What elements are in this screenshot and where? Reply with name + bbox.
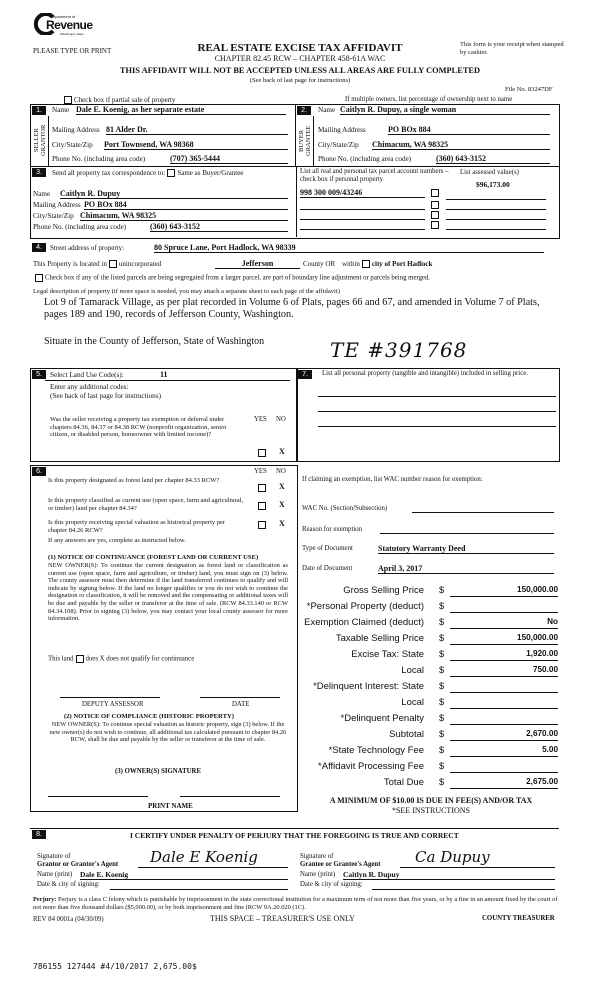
section-7-num: 7. <box>298 370 312 379</box>
exemption-question: Was the seller receiving a property tax exemption or deferral under chapters 84.36, 84.37 or 84.38 RCW (nonprofit organization, senior citizen, or disabled person, homeowner with limited income)? <box>50 416 227 439</box>
corr-phone-label: Phone No. (including area code) <box>33 223 127 231</box>
additional-codes-label: Enter any additional codes: <box>50 383 129 391</box>
parcel-checkbox-1[interactable] <box>431 189 439 197</box>
treasurer-space: THIS SPACE – TREASURER'S USE ONLY <box>210 914 355 923</box>
financial-row: Taxable Selling Price $ 150,000.00 <box>335 633 558 644</box>
corr-mail-label: Mailing Address <box>33 201 81 209</box>
situate: Situate in the County of Jefferson, State of Washington <box>44 336 265 347</box>
see-back: (See back of last page for instructions) <box>249 77 351 84</box>
wac-label: WAC No. (Section/Subsection) <box>302 505 388 512</box>
treasurer-stamp: 786155 127444 #4/10/2017 2,675.00$ <box>33 962 197 971</box>
taxable-selling-price[interactable]: 150,000.00 <box>450 633 558 645</box>
s5-yes: YES <box>254 416 267 423</box>
section-8-num: 8. <box>32 830 46 839</box>
affidavit-processing-fee[interactable] <box>450 761 558 773</box>
financial-row: *State Technology Fee $ 5.00 <box>328 745 558 756</box>
s6-q2-yes-checkbox[interactable] <box>258 502 266 510</box>
grantee-sig-label-a: Signature of <box>300 853 334 860</box>
buyer-mail-label: Mailing Address <box>318 126 366 134</box>
s6-q1: Is this property designated as forest land per chapter 84.33 RCW? <box>48 477 220 484</box>
section-1-num: 1. <box>32 106 46 115</box>
buyer-side-label: BUYER GRANTEE <box>298 125 312 156</box>
gross-selling-price[interactable]: 150,000.00 <box>450 585 558 597</box>
personal-property-deduct[interactable] <box>450 601 558 613</box>
multiple-owners: If multiple owners, list percentage of ownership next to name <box>345 96 513 103</box>
unincorporated-checkbox[interactable] <box>109 260 117 268</box>
s5-no-answer[interactable]: X <box>279 447 285 456</box>
corr-mail[interactable]: PO BOx 884 <box>84 200 288 210</box>
financial-row: *Delinquent Penalty $ <box>300 713 562 729</box>
total-due[interactable]: 2,675.00 <box>450 777 558 789</box>
financial-row: Total Due $ 2,675.00 <box>383 777 558 788</box>
corr-name[interactable]: Caitlyn R. Dupuy <box>60 189 288 199</box>
seller-mail-label: Mailing Address <box>52 126 100 134</box>
financial-row: Local $ 750.00 <box>401 665 558 676</box>
notice1-text: NEW OWNER(S): To continue the current designation as forest land or classification as current use (open space, farm and agriculture, or timber) land, you must sign on (3) below. The county assessor must then determine if the land transferred continues to qualify and will indicate by signing below. If the land no longer qualifies or you do not wish to continue the designation or classification, it will be removed and the compensating or additional taxes will be due and payable by the seller or transferor at the time of sale. (RCW 84.33.140 or RCW 84.34.108). Prior to signing (3) below, you may contact your local county assessor for more information. <box>48 562 288 623</box>
minimum-due: A MINIMUM OF $10.00 IS DUE IN FEE(S) AND/OR TAX <box>329 796 533 805</box>
reason-label: Reason for exemption <box>302 526 363 533</box>
additional-see-back: (See back of last page for instructions) <box>50 392 161 400</box>
assessed-value[interactable]: $96,173.00 <box>476 180 510 189</box>
doc-type[interactable]: Statutory Warranty Deed <box>378 544 554 554</box>
grantee-signature[interactable]: Ca Dupuy <box>415 848 490 866</box>
parcel-label: List all real and personal tax parcel account numbers – check box if personal property <box>300 168 449 183</box>
s5-yes-checkbox[interactable] <box>258 449 266 457</box>
section-7-frame <box>296 368 560 462</box>
form-title: REAL ESTATE EXCISE TAX AFFIDAVIT <box>197 42 403 54</box>
file-no: File No. 83247DF <box>505 86 553 93</box>
qualify-checkbox[interactable] <box>76 655 84 663</box>
grantee-agent-label: Grantee or Grantee's Agent <box>300 861 381 868</box>
financial-row: Subtotal $ 2,670.00 <box>389 729 558 740</box>
buyer-name[interactable]: Caitlyn R. Dupuy, a single woman <box>340 105 550 115</box>
s5-no: NO <box>276 416 286 423</box>
corr-phone[interactable]: (360) 643-3152 <box>150 222 288 232</box>
seller-city-label: City/State/Zip <box>52 141 93 149</box>
dor-logo <box>32 13 92 37</box>
s6-q3-yes-checkbox[interactable] <box>258 521 266 529</box>
s6-q3: Is this property receiving special valuation as historical property per chapter 84.26 RCW? <box>48 519 226 534</box>
excise-tax-state[interactable]: 1,920.00 <box>450 649 558 661</box>
excise-tax-local[interactable]: 750.00 <box>450 665 558 677</box>
grantor-agent-label: Grantor or Grantor's Agent <box>37 861 119 868</box>
grantee-date-label: Date & city of signing: <box>300 881 363 888</box>
section-3-num: 3. <box>32 168 46 177</box>
corr-label: Send all property tax correspondence to: Same as Buyer/Grantee <box>52 169 244 177</box>
corr-city-label: City/State/Zip <box>33 212 74 220</box>
s6-q2: Is this property classified as current use (open space, farm and agricultural, or timber) land per chapter 84.34? <box>48 497 244 512</box>
form-chapter: CHAPTER 82.45 RCW – CHAPTER 458-61A WAC <box>214 54 386 63</box>
s6-q1-yes-checkbox[interactable] <box>258 484 266 492</box>
dept-line: Department of <box>50 14 76 19</box>
financial-table <box>300 585 562 788</box>
county[interactable]: Jefferson <box>215 259 300 269</box>
print-name-label: PRINT NAME <box>148 802 193 810</box>
partial-sale: Check box if partial sale of property <box>62 96 175 104</box>
street-address[interactable]: 80 Spruce Lane, Port Hadlock, WA 98339 <box>154 243 544 253</box>
s6-q3-answer[interactable]: X <box>279 519 285 528</box>
buyer-mail[interactable]: PO BOx 884 <box>388 125 550 135</box>
seller-phone-label: Phone No. (including area code) <box>52 155 146 163</box>
notice2-title: (2) NOTICE OF COMPLIANCE (HISTORIC PROPERTY) <box>64 713 234 720</box>
segregate-row: Check box if any of the listed parcels are being segregated from a larger parcel, are part of boundary line adjustment or parcels being merged. <box>33 274 430 282</box>
land-use-label: Select Land Use Code(s): <box>50 371 124 379</box>
section-6-frame <box>30 465 298 812</box>
legal-description: Lot 9 of Tamarack Village, as per plat recorded in Volume 6 of Plats, pages 66 and 67, and amended in Volume 7 of Plats, pages 189 and 190, records of Jefferson County, Washington. <box>44 297 540 320</box>
financial-row: Gross Selling Price $ 150,000.00 <box>343 585 558 596</box>
notice2-text: NEW OWNER(S): To continue special valuation as historic property, sign (3) below. If the new owner(s) do not wish to continue, all additional tax calculated pursuant to chapter 84.26 RCW, shall be due and payable by the seller or transferor at the time of sale. <box>49 721 287 744</box>
doc-type-label: Type of Document <box>302 545 353 552</box>
section-5-num: 5. <box>32 370 46 379</box>
county-or: County OR <box>303 260 336 268</box>
city-checkbox[interactable] <box>362 260 370 268</box>
corr-city[interactable]: Chimacum, WA 98325 <box>80 211 288 221</box>
notice1-title: (1) NOTICE OF CONTINUANCE (FOREST LAND OR CURRENT USE) <box>48 554 259 561</box>
within-row: within city of Port Hadlock <box>342 260 433 268</box>
seller-name-label: Name <box>52 106 70 114</box>
grantee-name-label: Name (print) <box>300 871 336 878</box>
delinquent-penalty[interactable] <box>450 713 558 725</box>
grantee-name-print[interactable]: Caitlyn R. Dupuy <box>343 870 555 880</box>
seller-mail[interactable]: 81 Alder Dr. <box>106 125 288 135</box>
street-label: Street address of property: <box>50 244 125 252</box>
corr-name-label: Name <box>33 190 51 198</box>
buyer-city-label: City/State/Zip <box>318 141 359 149</box>
see-instructions: *SEE INSTRUCTIONS <box>391 806 470 815</box>
s6-yes: YES <box>254 468 267 475</box>
delinquent-interest-state[interactable] <box>450 681 558 693</box>
financial-row: Local $ <box>300 697 562 713</box>
seller-side-label: SELLER GRANTOR <box>33 124 47 157</box>
financial-row: Excise Tax: State $ 1,920.00 <box>351 649 558 660</box>
state-technology-fee[interactable]: 5.00 <box>450 745 558 757</box>
section-2-num: 2. <box>297 106 311 115</box>
parcel-checkbox-2[interactable] <box>431 201 439 209</box>
dept-state: Washington State <box>60 32 84 36</box>
grantor-signature[interactable]: Dale E Koenig <box>150 848 258 866</box>
personal-property-label: List all personal property (tangible and intangible) included in selling price. <box>322 370 528 377</box>
segregate-checkbox[interactable] <box>35 274 43 282</box>
buyer-city[interactable]: Chimacum, WA 98325 <box>372 140 550 150</box>
dept-word: Revenue <box>46 18 93 32</box>
grantor-name-print[interactable]: Dale E. Koenig <box>80 870 288 880</box>
parcel-checkbox-4[interactable] <box>431 221 439 229</box>
s6-q2-answer[interactable]: X <box>279 500 285 509</box>
land-use-code[interactable]: 11 <box>160 370 168 379</box>
parcel-checkbox-3[interactable] <box>431 211 439 219</box>
handwritten-reference: TE #391768 <box>330 338 468 362</box>
financial-row: Exemption Claimed (deduct) $ No <box>304 617 558 628</box>
legal-label: Legal description of property (if more space is needed, you may attach a separate sheet to each page of the affidavit) <box>33 288 340 295</box>
county-treasurer: COUNTY TREASURER <box>482 915 555 922</box>
deputy-assessor: DEPUTY ASSESSOR <box>82 701 144 708</box>
receipt-note: This form is your receipt when stamped by cashier. <box>460 41 564 56</box>
financial-row: *Affidavit Processing Fee $ <box>300 761 562 777</box>
certify-text: I CERTIFY UNDER PENALTY OF PERJURY THAT THE FOREGOING IS TRUE AND CORRECT <box>130 831 459 840</box>
financial-row: *Delinquent Interest: State $ <box>300 681 562 697</box>
exemption-claim-label: If claiming an exemption, list WAC number reason for exemption: <box>302 476 483 483</box>
form-revision: REV 84 0001a (04/30/09) <box>33 916 104 923</box>
doc-date[interactable]: April 3, 2017 <box>378 564 554 574</box>
same-as-buyer-checkbox[interactable] <box>167 169 175 177</box>
s6-if-yes: If any answers are yes, complete as instructed below. <box>48 537 186 544</box>
owner-signature-label: (3) OWNER(S) SIGNATURE <box>115 768 201 775</box>
buyer-phone-label: Phone No. (including area code) <box>318 155 412 163</box>
seller-city[interactable]: Port Townsend, WA 98368 <box>104 140 288 150</box>
assessed-label: List assessed value(s) <box>460 169 519 176</box>
buyer-phone[interactable]: (360) 643-3152 <box>436 154 550 164</box>
located-row: This Property is located in unincorporated <box>33 260 162 268</box>
please-type: PLEASE TYPE OR PRINT <box>33 47 112 55</box>
land-qualify: This land does X does not qualify for continuance <box>48 655 195 663</box>
section-4-num: 4. <box>32 243 46 252</box>
warning: THIS AFFIDAVIT WILL NOT BE ACCEPTED UNLESS ALL AREAS ARE FULLY COMPLETED <box>119 66 481 75</box>
buyer-name-label: Name <box>318 106 336 114</box>
delinquent-interest-local[interactable] <box>450 697 558 709</box>
doc-date-label: Date of Document <box>302 565 353 572</box>
section-6-num: 6. <box>32 467 46 476</box>
s6-q1-answer[interactable]: X <box>279 482 285 491</box>
parcel-number[interactable]: 998 300 009/43246 <box>300 188 425 198</box>
seller-name[interactable]: Dale E. Koenig, as her separate estate <box>76 105 286 115</box>
grantor-sig-label-a: Signature of <box>37 853 71 860</box>
deputy-date: DATE <box>232 701 250 708</box>
exemption-claimed[interactable]: No <box>450 617 558 629</box>
grantor-name-label: Name (print) <box>37 871 73 878</box>
s6-no: NO <box>276 468 286 475</box>
subtotal[interactable]: 2,670.00 <box>450 729 558 741</box>
seller-phone[interactable]: (707) 365-5444 <box>170 154 288 164</box>
perjury-statement: Perjury: Perjury is a class C felony which is punishable by imprisonment in the state correctional institution for a maximum term of not more than five years, or by a fine in an amount fixed by the court of not more than five thousand dollars ($5,000.00), or by both imprisonment and fine (RCW 9A.20.020 (1C). <box>33 896 558 911</box>
grantor-date-label: Date & city of signing: <box>37 881 100 888</box>
financial-row: *Personal Property (deduct) $ <box>300 601 562 617</box>
